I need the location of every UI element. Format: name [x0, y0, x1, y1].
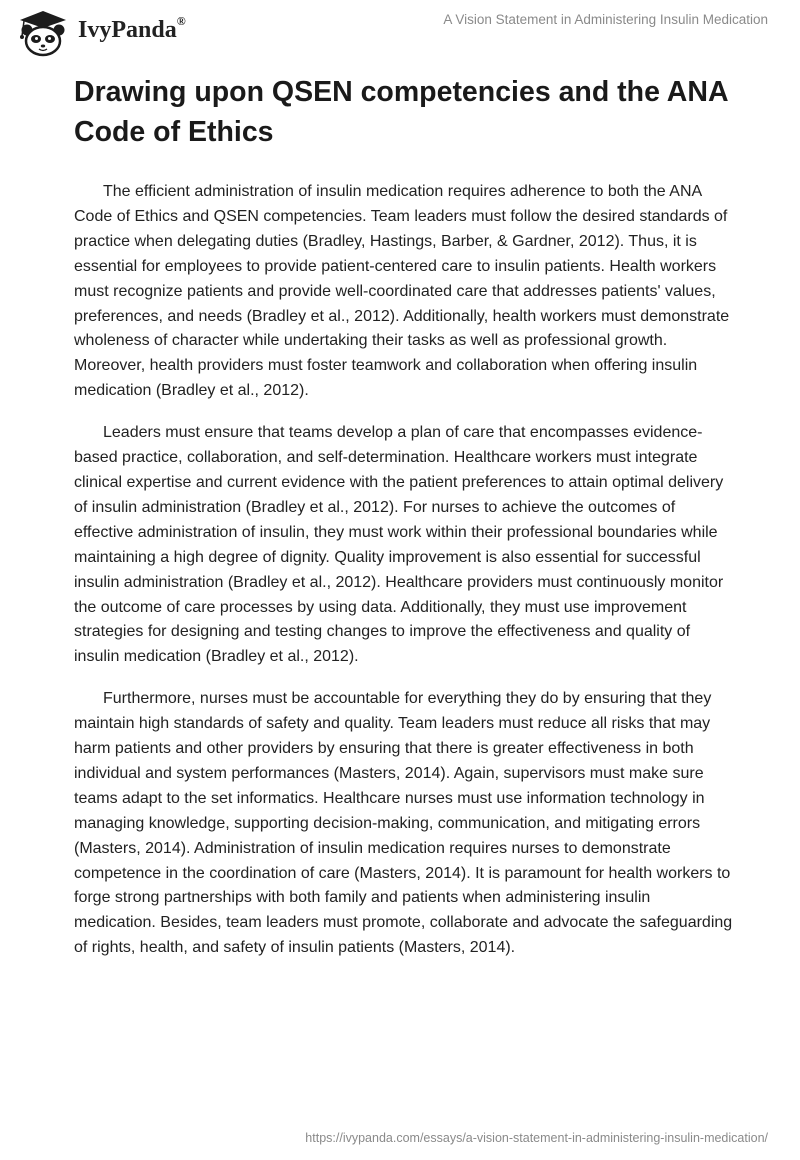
page-header: [0, 0, 800, 60]
paragraph: Leaders must ensure that teams develop a plan of care that encompasses evidence-based practice, collaboration, and self-determination. Healthcare workers must integrate clinical expertise and current evidence with the patient preferences to attain optimal delivery of insulin administration (Bradley et al., 2012). For nurses to achieve the outcomes of effective administration of insulin, they must work within their professional boundaries while maintaining a high degree of dignity. Quality improvement is also essential for successful insulin administration (Bradley et al., 2012). Healthcare providers must continuously monitor the outcome of care processes by using data. Additionally, they must use improvement strategies for designing and testing changes to improve the effectiveness and quality of insulin medication (Bradley et al., 2012).: [74, 424, 724, 666]
registered-mark: ®: [176, 14, 186, 28]
article-body: [74, 72, 734, 978]
section-heading: Drawing upon QSEN competencies and the ANA Code of Ethics: [74, 76, 728, 148]
source-url[interactable]: https://ivypanda.com/essays/a-vision-statement-in-administering-insulin-medication/: [305, 1131, 768, 1145]
logo-wordmark: IvyPanda®: [78, 14, 186, 43]
paragraph: The efficient administration of insulin medication requires adherence to both the ANA Code of Ethics and QSEN competencies. Team leaders must follow the desired standards of practice when delegating duties (Bradley, Hastings, Barber, & Gardner, 2012). Thus, it is essential for employees to provide patient-centered care to insulin patients. Health workers must recognize patients and provide well-coordinated care that addresses patients' values, preferences, and needs (Bradley et al., 2012). Additionally, health workers must demonstrate wholeness of character while undertaking their tasks as well as professional growth. Moreover, health providers must foster teamwork and collaboration when offering insulin medication (Bradley et al., 2012).: [74, 183, 730, 400]
ivypanda-logo[interactable]: [12, 8, 202, 58]
paragraph-list: [74, 180, 734, 961]
document-title: A Vision Statement in Administering Insulin Medication: [443, 12, 768, 27]
paragraph: Furthermore, nurses must be accountable for everything they do by ensuring that they maintain high standards of safety and quality. Team leaders must reduce all risks that may harm patients and other providers by ensuring that there is greater effectiveness in both individual and system performances (Masters, 2014). Again, supervisors must make sure teams adapt to the set informatics. Healthcare nurses must use information technology in managing knowledge, supporting decision-making, communication, and mitigating errors (Masters, 2014). Administration of insulin medication requires nurses to demonstrate competence in the coordination of care (Masters, 2014). It is paramount for health workers to forge strong partnerships with both family and patients when administering insulin medication. Besides, team leaders must promote, collaborate and advocate the safeguarding of rights, health, and safety of insulin patients (Masters, 2014).: [74, 690, 733, 957]
panda-mascot-icon: [12, 8, 74, 58]
